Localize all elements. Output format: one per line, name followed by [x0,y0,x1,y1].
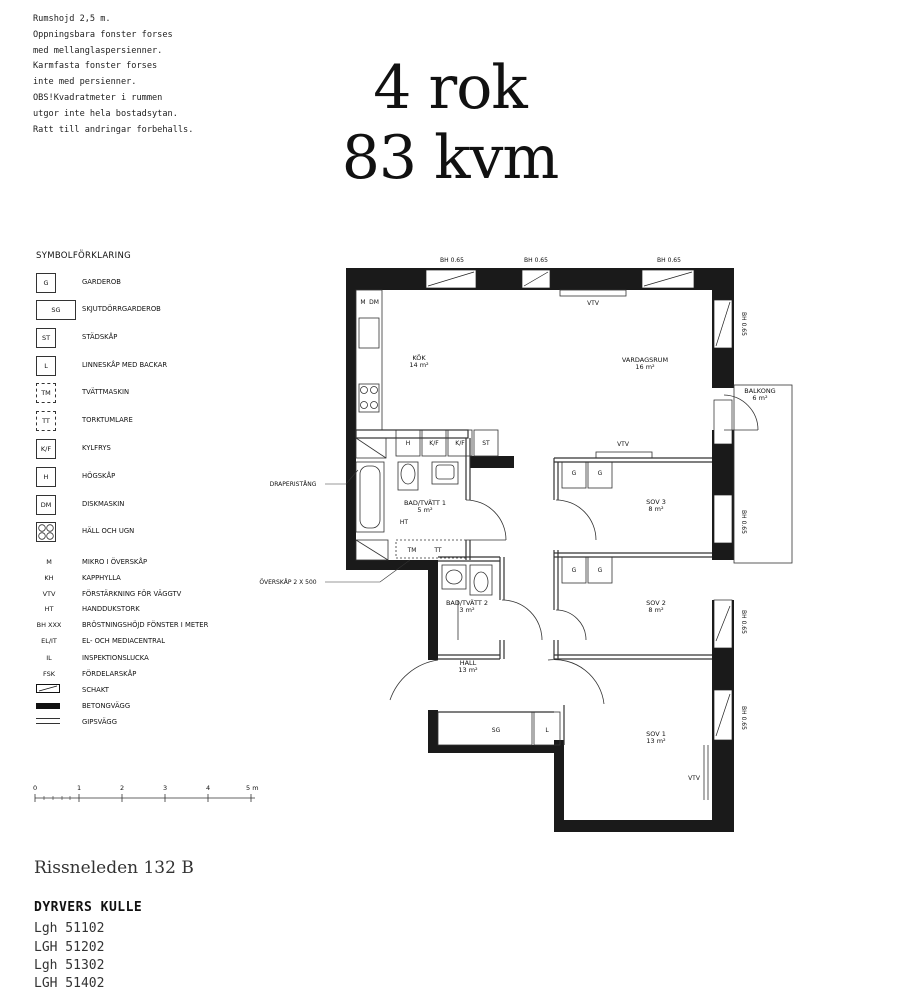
m-symbol: M [360,299,366,306]
abbr-label: MIKRO I ÖVERSKÅP [82,558,148,566]
legend-label: STÄDSKÅP [82,333,118,341]
scale-tick-label: 0 [33,784,38,792]
abbr-label: BRÖSTNINGSHÖJD FÖNSTER I METER [82,621,209,629]
vtv-symbol: VTV [617,441,629,448]
abbr-label: HANDDUKSTORK [82,605,140,613]
l-symbol: L [545,727,549,734]
scale-tick-label: 2 [120,784,125,792]
apartment-number: Lgh 51102 [34,921,105,936]
legend-box: TM [36,383,56,403]
legend-label: KYLFRYS [82,444,111,452]
room-area: 5 m² [417,506,433,514]
room-area: 3 m² [459,606,475,614]
note-line: utgor inte hela bostadsytan. [33,108,178,119]
abbr-label: GIPSVÄGG [82,718,117,726]
scale-tick-label: 5 m [246,784,259,792]
legend-label: HÖGSKÅP [82,472,116,480]
abbr-code: BH XXX [36,621,62,629]
note-line: inte med persienner. [33,77,137,88]
room-label: BAD/TVÄTT 2 [445,599,489,607]
vtv-symbol: VTV [587,300,599,307]
note-line: Oppningsbara fonster forses [33,29,173,40]
address: Rissneleden 132 B [34,858,194,878]
legend-box: DM [36,495,56,515]
legend-box: H [36,467,56,487]
window-height-label: BH 0.65 [740,510,747,534]
legend-label: GARDEROB [82,278,121,286]
abbr-label: FÖRDELARSKÅP [82,670,137,678]
ht-symbol: HT [399,519,409,526]
scale-tick-label: 1 [77,784,82,792]
window-height-label: BH 0.65 [440,257,464,264]
h-symbol: H [405,440,411,447]
title-rooms: 4 rok [373,53,527,123]
tm-symbol: TM [407,547,417,554]
apartment-number: LGH 51202 [34,940,105,955]
room-label: KÖK [412,354,426,362]
legend-box: TT [36,411,56,431]
legend-heading: SYMBOLFÖRKLARING [36,251,131,261]
legend-label: TORKTUMLARE [82,416,133,424]
kf-symbol: K/F [429,440,439,447]
note-line: med mellanglaspersienner. [33,45,163,56]
note-line: OBS!Kvadratmeter i rummen [33,92,163,103]
window-height-label: BH 0.65 [524,257,548,264]
balcony-outline [734,385,792,563]
legend-label: DISKMASKIN [82,500,125,508]
abbr-label: KAPPHYLLA [82,574,121,582]
apartment-number: Lgh 51302 [34,958,105,973]
legend-label: SKJUTDÖRRGARDEROB [82,305,161,313]
kf-symbol: K/F [455,440,465,447]
note-line: Rumshojd 2,5 m. [33,14,111,24]
abbr-label: BETONGVÄGG [82,702,131,710]
g-symbol: G [571,470,577,477]
note-line: Ratt till andringar forbehalls. [33,124,194,135]
sg-symbol: SG [491,727,501,734]
note-line: Karmfasta fonster forses [33,61,158,72]
g-symbol: G [597,567,603,574]
legend-box: L [36,356,56,376]
abbr-label: SCHAKT [82,686,109,694]
callout-label: ÖVERSKÅP 2 X 500 [259,579,317,586]
legend-label: LINNESKÅP MED BACKAR [82,361,168,369]
abbr-code: IL [46,654,52,662]
window-height-label: BH 0.65 [740,610,747,634]
abbr-code: HT [44,605,54,613]
project-name: DYRVERS KULLE [34,900,143,915]
room-area: 13 m² [458,666,478,674]
legend-label: HÄLL OCH UGN [82,527,135,535]
scale-tick-label: 3 [163,784,168,792]
abbr-code: FSK [42,670,55,678]
g-symbol: G [597,470,603,477]
abbr-label: EL- OCH MEDIACENTRAL [82,637,166,645]
title-area: 83 kvm [341,123,559,193]
room-area: 13 m² [646,737,666,745]
abbr-label: FÖRSTÄRKNING FÖR VÄGGTV [82,590,182,598]
legend-box: K/F [36,439,56,459]
room-label: BALKONG [744,387,776,395]
room-label: SOV 1 [646,730,666,738]
room-label: VARDAGSRUM [621,356,669,364]
room-label: SOV 2 [646,599,666,607]
abbr-code: EL/IT [41,637,57,645]
scale-tick-label: 4 [206,784,211,792]
room-area: 6 m² [752,394,768,402]
vtv-symbol: VTV [688,775,700,782]
st-symbol: ST [482,440,490,447]
window-height-label: BH 0.65 [657,257,681,264]
room-label: HALL [459,659,477,667]
callout-label: DRAPERISTÅNG [269,481,317,488]
dm-symbol: DM [369,299,379,306]
window-height-label: BH 0.65 [740,312,747,336]
legend-box: SG [36,300,76,320]
room-area: 14 m² [409,361,429,369]
apartment-number: LGH 51402 [34,976,105,991]
room-area: 16 m² [635,363,655,371]
tt-symbol: TT [434,547,442,554]
legend-box: G [36,273,56,293]
abbr-code: KH [44,574,54,582]
room-label: SOV 3 [646,498,666,506]
room-label: BAD/TVÄTT 1 [403,499,447,507]
abbr-code: VTV [42,590,56,598]
abbr-label: INSPEKTIONSLUCKA [82,654,149,662]
window-height-label: BH 0.65 [740,706,747,730]
g-symbol: G [571,567,577,574]
abbr-code: M [46,558,52,566]
room-area: 8 m² [648,606,664,614]
legend-label: TVÄTTMASKIN [82,388,130,396]
legend-box: ST [36,328,56,348]
room-area: 8 m² [648,505,664,513]
